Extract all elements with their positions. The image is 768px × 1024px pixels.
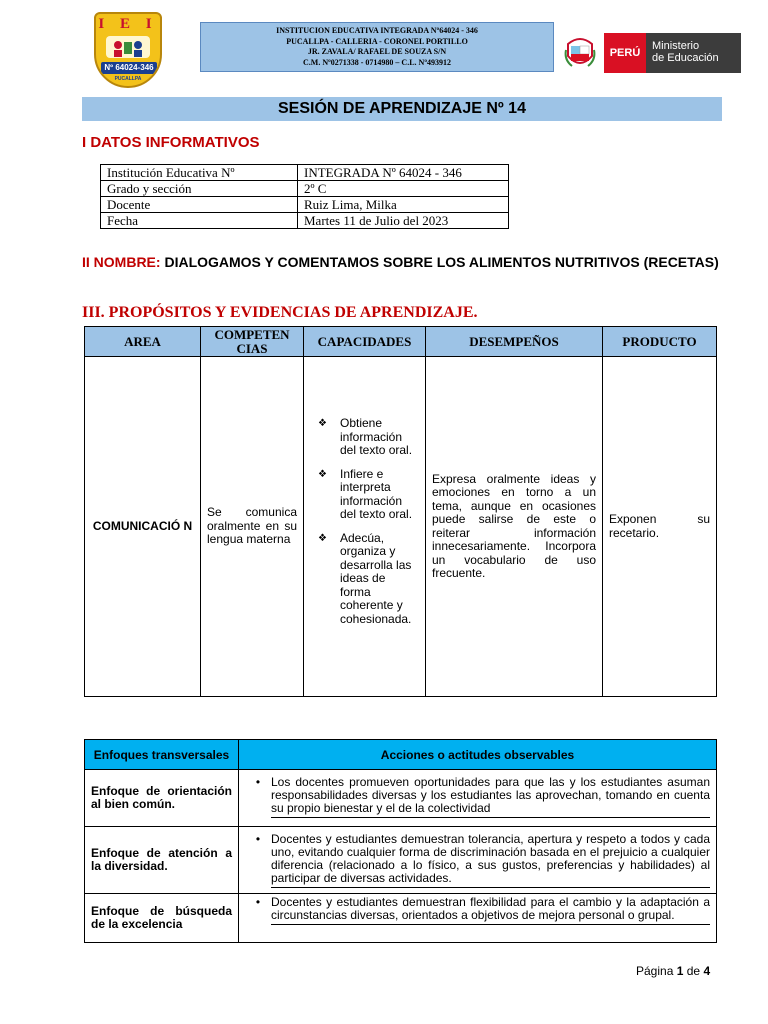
session-title: SESIÓN DE APRENDIZAJE Nº 14 xyxy=(82,97,722,121)
purposes-row xyxy=(85,357,717,697)
header-area: AREA xyxy=(85,327,201,357)
competencia-cell: Se comunica oralmente en su lengua materna xyxy=(201,357,304,697)
enfoque-action: Docentes y estudiantes demuestran flexibilidad para el cambio y la adaptación a circunstancias diversas, orientados a objetivos de mejora personal o grupal. xyxy=(271,896,710,925)
enfoque-name: Enfoque de búsqueda de la excelencia xyxy=(85,894,239,943)
section-3-heading: III. PROPÓSITOS Y EVIDENCIAS DE APRENDIZAJE. xyxy=(82,304,478,321)
logo-city: PUCALLPA xyxy=(114,76,142,82)
diamond-bullet-icon: ❖ xyxy=(318,468,327,480)
list-item: ❖ Obtiene información del texto oral. xyxy=(318,416,413,457)
enfoques-header-row xyxy=(85,740,717,770)
diamond-bullet-icon: ❖ xyxy=(318,418,327,429)
institution-box xyxy=(200,22,554,72)
enfoque-name: Enfoque de orientación al bien común. xyxy=(85,770,239,827)
minedu-logo xyxy=(604,33,741,73)
info-row xyxy=(101,181,509,197)
desempenos-cell: Expresa oralmente ideas y emociones en torno a un tema, aunque en ocasiones puede salirse de este o reiterar información innecesariamente. Incorpora un vocabulario de uso frecuente. xyxy=(426,357,603,697)
header-capacidades: CAPACIDADES xyxy=(304,327,426,357)
section-2-name xyxy=(82,252,722,273)
institution-line-3: JR. ZAVALA/ RAFAEL DE SOUZA S/N xyxy=(307,47,447,56)
info-row xyxy=(101,197,509,213)
list-item: ❖ Adecúa, organiza y desarrolla las ideas de forma coherente y cohesionada. xyxy=(318,530,412,626)
info-label: Institución Educativa Nº xyxy=(101,165,298,181)
institution-line-4: C.M. Nº0271338 - 0714980 – C.L. Nº493912 xyxy=(303,57,451,67)
section-1-heading: I DATOS INFORMATIVOS xyxy=(82,134,260,151)
capacidades-cell xyxy=(304,357,426,697)
bullet-icon: • xyxy=(255,895,261,909)
header-competencias: COMPETEN CIAS xyxy=(201,327,304,357)
enfoque-name: Enfoque de atención a la diversidad. xyxy=(85,827,239,894)
list-item: ❖ Infiere e interpreta información del texto oral. xyxy=(318,466,413,521)
bullet-icon: • xyxy=(255,775,261,789)
producto-cell: Exponen su recetario. xyxy=(603,357,717,697)
purposes-header-row xyxy=(85,327,717,357)
logo-number: Nº 64024-346 xyxy=(101,62,157,74)
purposes-table xyxy=(84,326,717,697)
info-table xyxy=(100,164,509,229)
institution-line-2: PUCALLPA - CALLERIA - CORONEL PORTILLO xyxy=(286,36,468,46)
info-label: Grado y sección xyxy=(101,181,298,197)
info-value: INTEGRADA Nº 64024 - 346 xyxy=(298,165,509,181)
table-row xyxy=(85,770,717,827)
table-row xyxy=(85,827,717,894)
institution-line-1: INSTITUCION EDUCATIVA INTEGRADA Nº64024 - 346 xyxy=(276,26,478,35)
peru-coat-of-arms-icon xyxy=(564,36,596,70)
header-desempenos: DESEMPEÑOS xyxy=(426,327,603,357)
section-2-text: DIALOGAMOS Y COMENTAMOS SOBRE LOS ALIMENTOS NUTRITIVOS (RECETAS) xyxy=(164,254,719,270)
logo-letters: I E I xyxy=(98,16,158,32)
header-acciones: Acciones o actitudes observables xyxy=(239,740,717,770)
enfoque-action: Docentes y estudiantes demuestran tolerancia, apertura y respeto a todos y cada uno, evitando cualquier forma de discriminación basada en el prejuicio a cualquier diferencia (relacionado a lo físico, a sus gustos, preferencias y habilidades) al participar de diversas actividades. xyxy=(271,833,710,888)
section-2-label: II NOMBRE: xyxy=(82,254,161,270)
bullet-icon: • xyxy=(255,832,261,846)
header-producto: PRODUCTO xyxy=(603,327,717,357)
info-value: 2º C xyxy=(298,181,509,197)
enfoque-action: Los docentes promueven oportunidades para que las y los estudiantes asuman responsabilidades diversas y los estudiantes las aprovechan, tomando en cuenta su propio bienestar y el de la colectividad xyxy=(271,776,710,818)
enfoque-action-cell xyxy=(239,827,717,894)
info-value: Ruiz Lima, Milka xyxy=(298,197,509,213)
info-label: Fecha xyxy=(101,213,298,229)
header-enfoques: Enfoques transversales xyxy=(85,740,239,770)
capacidades-list xyxy=(310,417,419,626)
enfoques-table xyxy=(84,739,717,943)
info-row xyxy=(101,213,509,229)
info-row xyxy=(101,165,509,181)
info-value: Martes 11 de Julio del 2023 xyxy=(298,213,509,229)
page-number: Página 1 de 4 xyxy=(636,964,711,978)
table-row xyxy=(85,894,717,943)
logo-emblem xyxy=(106,36,150,58)
peru-label: PERÚ xyxy=(604,33,646,73)
enfoque-action-cell xyxy=(239,894,717,943)
enfoque-action-cell xyxy=(239,770,717,827)
area-cell: COMUNICACIÓ N xyxy=(85,357,201,697)
school-logo xyxy=(94,12,162,88)
diamond-bullet-icon: ❖ xyxy=(318,532,327,544)
ministry-name: Ministerio de Educación xyxy=(652,40,719,64)
info-label: Docente xyxy=(101,197,298,213)
